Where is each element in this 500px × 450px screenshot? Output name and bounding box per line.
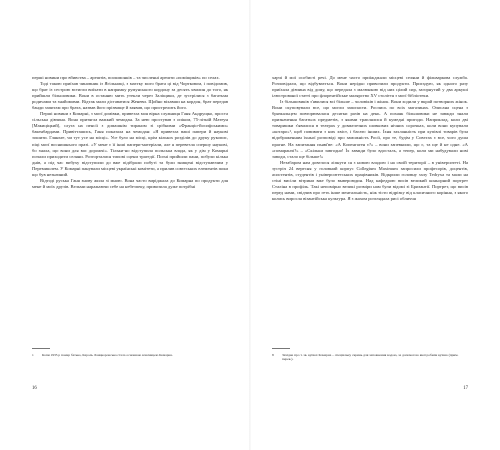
left-paragraph: Перші новини з Комарні, з моєї домівки, привезла моя вірна служниця Ганя Андрущко, проста сільська дівчина. Вона притягла важкий чемодан. За нею простував з опіком, 75-літній Матеун [Макиціцкий], слуга на пенсії з домашнім тираном зі срібними «Франціо-йосифськими» бакенбардами. Привітташись, Ганя показала на чемодан: «Я привезла ваші папери й наукові зошити. Гляньте, чи тут усе на місці». Усе було на місці, крім кількох розділів до друку рукопис, пiці моєї воснишнього празі. «У мене є її інші папери-матеріали, але я перевезла спершу наукові, бо знала, що вони для вас дорожчі». Тільки-но відступила польська влада, як у дім у Комарні почали приходити селяни. Розгорталися типові сцени трагедії. Погні прийшли пани, побули кілька днів, а під час вибуху відступили до вже підібрали побуті та були знищені відступаючим у Перемишлем. У Комарні панували місцеві українські комітети, а прилив совєтських елементів поки що був незначний. [32,111,229,177]
footnote-number: 1 [32,353,34,357]
footnote [272,353,468,362]
footnote-text: Копи 1935 р помер батько, Кароль Ланцкоронська стала основною власницею Комарна. [42,353,173,357]
footnote-number: 8 [272,353,274,357]
left-paragraph: Відтоді руська Ганя знову жила зі мною. Вона часто виріджала до Комарна по продукти для мене й моїх друзів. Вельми наражаючи себе на небезпеку, привозила дуже потрібні [32,177,228,189]
right-paragraph: Незабаром нам довелося ліпнути ся з новою владою і на своїй території – в університеті. На зустріч 24 вересня у головний корпус Collegium Maximum запросили професорів, доцентів, асистентів, студентів і університетських працівників. Відкрили головну залу Tedryxa та мали на стіні висіли вітрини вже було вывероюдин. Над кафедрою висів великий коньорний портрет Сталіна в профіль. Такі непомірно великі розміри нам були відомі зі Бризантії. Портрет, що висів перед нами, свідчив про геть інше ментальність, ніж тісто відрізку від класичного коріння, з якого колись виросла візантійська культура. Я з жахом розглядала рисі обличчя [272,159,468,201]
right-footnotes [272,348,468,362]
page-number-right: 17 [463,386,468,391]
footnote-rule [272,348,290,349]
footnote-rule [32,348,50,349]
right-paragraph: харчі й мої особисті речі. До мене часто приїжджали місцеві селяни й фільваркова служба. Розповідали, що відбувається. Вони нерідко привозили продукти. Пригадую, як одного разу приїхала дівчина від дому, що передала з малюнкою від них цілий сир, загорнутий у два аркуші ілюстрованої статті про флорентійське малярство XV століття з моєї бібліотеки. [272,75,468,99]
footnote [32,353,228,357]
left-paragraph: перші новини про вбивства – арештів, поошмонків – та численні арешти «помiщиків» по селах. [32,75,220,80]
right-paragraph: Із більшовиків з'явилися всі більше – чоловіків і жінок. Вони ходили у вкрай потворних жінок. Вони скуповували все, що могли запопасти. Роспись по всіх магазинах. Описана сцена з брязкальцем повторювалася десятки разів на день. А похаяк більшовики не завжди знали призначення багатьох предметів, з якими траплялися й кумедні пригоди. Наприклад, коли дві товаришки з'явилися в театрах у довжелезних шовкових нічних сорочках, коли вони купували «котаро»¹, щоб повивати з них хвіст, і багато інших. Їхня захланність при купівлі товарів була відображенням їхньої розповіді про заможність Росії, про те, будім у Совєтах є все, чого душа прагне. На запитання пьяві'ве: «А Копенгаген є?» – вони запевнили, що є, та ще й не одне. «А «помаранчі?» – «Скільки завгодно! Їх завжди було вдосталь, а тепер, коли ми набудували нові заводи, стало ще більше!» [272,99,468,159]
left-paragraph: Тоді такою приїхав чиновник із Ягільниці, з маєтку мого брата ці від Чортковом, і повідомив, що брат із сестрою встигли виїхати в напрямку румунського кордону за десять хвилин до того, як прийшли більшовики. Вони в останню мить утекли через Заліщики, де зустрілися з багатьма родичами та знайомими. Відтак мали діставатися Женеви. Щойно віхавши на кордон, брат передав банди запитам про брата, назвав його прізвище й заявив, що пристрелить його. [32,81,228,111]
left-footnotes [32,348,228,357]
page-number-left: 16 [32,386,37,391]
footnote-text: Західне про т. зв. купюх Комарна – спеціальну скринь для заповнення водою, за допомогою якої робили кухню (прим. перек.). [282,353,459,362]
right-page [250,0,500,450]
left-body-text [32,75,228,190]
right-body-text [272,75,468,202]
